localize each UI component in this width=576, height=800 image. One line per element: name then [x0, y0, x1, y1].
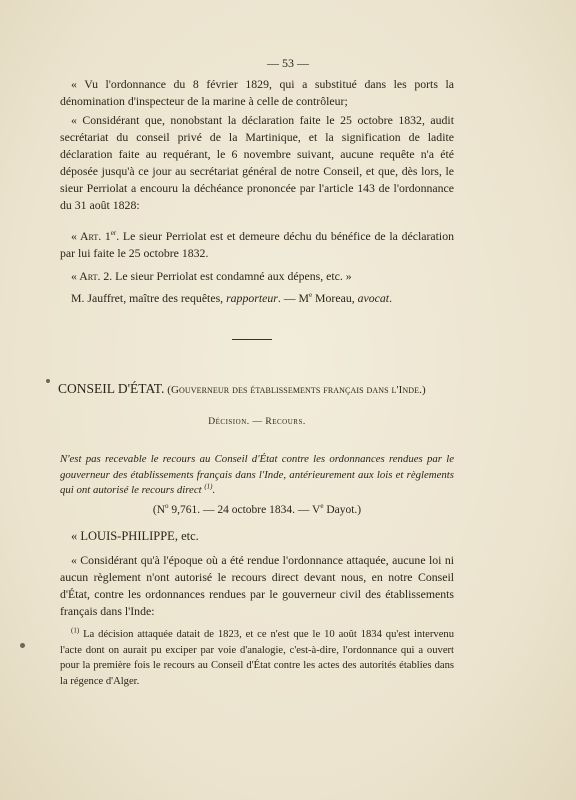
paragraph-vu-ordonnance — [60, 76, 454, 110]
page-number: — 53 — — [267, 56, 309, 70]
reference-sup: o — [165, 502, 169, 511]
decision-summary — [60, 452, 454, 499]
reference-sup: e — [320, 502, 324, 511]
footnote-ref: (1) — [204, 482, 213, 491]
article-2-prefix: « Art. — [71, 269, 101, 283]
article-1-sup: er — [110, 229, 117, 238]
signature-part: . — M — [277, 291, 309, 305]
signature-avocat: avocat — [357, 291, 390, 305]
heading-sub: (Gouverneur des établissements français dans l'Inde.) — [164, 384, 426, 396]
article-1 — [60, 228, 454, 262]
heading-main: CONSEIL D'ÉTAT. — [58, 381, 165, 396]
article-1-prefix: « Art. 1 — [71, 229, 111, 243]
paragraph-text: « Vu l'ordonnance du 8 février 1829, qui a substitué dans les ports la dénomination d'inspecteur de la marine à celle de contrôleur; — [60, 77, 454, 108]
signature-part: . — [389, 291, 393, 305]
section-heading — [58, 380, 452, 399]
article-2-text: 2. Le sieur Perriolat est condamné aux dépens, etc. » — [100, 269, 352, 283]
margin-mark — [46, 379, 50, 383]
louis-philippe-line: « LOUIS-PHILIPPE, etc. — [71, 529, 199, 543]
signature-line — [60, 290, 454, 307]
signature-part: Moreau, — [312, 291, 358, 305]
case-reference — [60, 502, 454, 519]
signature-sup: e — [308, 291, 313, 300]
decision-label: Décision. — Recours. — [208, 417, 306, 427]
summary-end: . — [212, 484, 216, 496]
footnote-mark: (1) — [71, 626, 80, 635]
footnote — [60, 627, 454, 689]
reference-part: 9,761. — 24 octobre 1834. — V — [168, 504, 321, 516]
article-1-text: . Le sieur Perriolat est et demeure déchu du bénéfice de la déclaration par lui faite le 25 octobre 1832. — [60, 229, 454, 260]
section-divider — [232, 339, 272, 340]
paragraph-considerant-2 — [60, 552, 454, 620]
signature-part: M. Jauffret, maître des requêtes, — [71, 291, 227, 305]
margin-mark — [20, 643, 25, 648]
paragraph-considerant-1 — [60, 112, 454, 214]
signature-rapporteur: rapporteur — [226, 291, 278, 305]
article-2 — [60, 268, 454, 285]
footnote-text: La décision attaquée datait de 1823, et ce n'est que le 10 août 1834 qu'est intervenu l'acte dont on aurait pu exciper par voie d'analogie, c'est-à-dire, l'ordonnance qui a ouvert pour la première fois le recours au Conseil d'État contre les actes des autorités établies dans la régence d'Alger. — [60, 629, 454, 687]
reference-part: Dayot.) — [323, 504, 362, 516]
paragraph-text: « Considérant qu'à l'époque où a été rendue l'ordonnance attaquée, aucune loi ni aucun règlement n'ont autorisé le recours direct devant nous, en notre Conseil d'État, contre les ordonnances rendues par le gouverneur civil des établissements français dans l'Inde: — [60, 553, 454, 618]
paragraph-text: « Considérant que, nonobstant la déclaration faite le 25 octobre 1832, audit secrétariat du conseil privé de la Martinique, et la signification de ladite déclaration faite au requérant, le 6 novembre suivant, aucune requête n'a été déposée jusqu'à ce jour au secrétariat général de notre Conseil, et que, dès lors, le sieur Perriolat a encouru la déchéance prononcée par l'article 143 de l'ordonnance du 31 août 1828: — [60, 113, 454, 212]
reference-part: (N — [152, 504, 165, 516]
summary-text: N'est pas recevable le recours au Conseil d'État contre les ordonnances rendues par le gouverneur des établissements français dans l'Inde, antérieurement aux lois et règlements qui ont autorisé le recours direct — [60, 453, 454, 496]
